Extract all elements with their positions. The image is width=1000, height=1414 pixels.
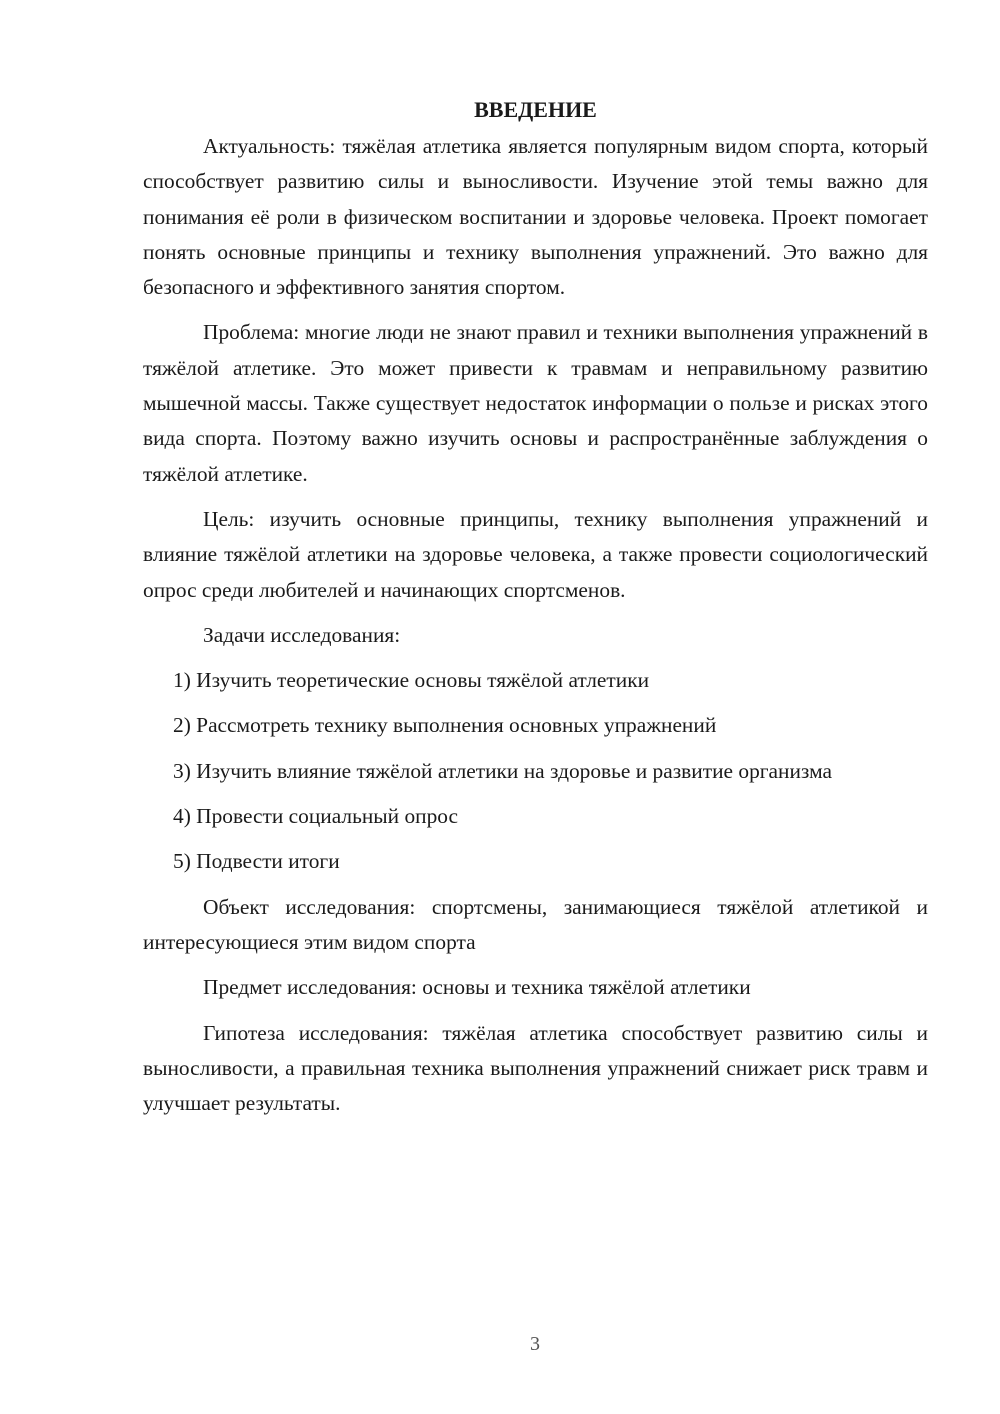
research-object-paragraph: Объект исследования: спортсмены, занимающиеся тяжёлой атлетикой и интересующиеся этим видом спорта [143,894,928,954]
relevance-paragraph: Актуальность: тяжёлая атлетика является популярным видом спорта, который способствует развитию силы и выносливости. Изучение этой темы важно для понимания её роли в физическом воспитании и здоровье человека. Проект помогает понять основные принципы и технику выполнения упражнений. Это важно для безопасного и эффективного занятия спортом. [143,134,928,300]
task-item-3: 3) Изучить влияние тяжёлой атлетики на здоровье и развитие организма [173,758,832,783]
task-item-4: 4) Провести социальный опрос [173,804,459,829]
document-page [143,92,928,1131]
tasks-heading: Задачи исследования: [203,622,401,647]
problem-paragraph: Проблема: многие люди не знают правил и техники выполнения упражнений в тяжёлой атлетике. Это может привести к травмам и неправильному развитию мышечной массы. Также существует недостаток информации о пользе и рисках этого вида спорта. Поэтому важно изучить основы и распространённые заблуждения о тяжёлой атлетике. [143,320,928,486]
page-number: 3 [530,1333,540,1355]
page-title: ВВЕДЕНИЕ [474,97,597,122]
task-item-5: 5) Подвести итоги [173,849,340,874]
task-item-1: 1) Изучить теоретические основы тяжёлой атлетики [173,668,650,693]
task-item-2: 2) Рассмотреть технику выполнения основных упражнений [173,713,717,738]
research-subject-paragraph: Предмет исследования: основы и техника тяжёлой атлетики [203,975,751,1000]
goal-paragraph: Цель: изучить основные принципы, технику выполнения упражнений и влияние тяжёлой атлетики на здоровье человека, а также провести социологический опрос среди любителей и начинающих спортсменов. [143,506,928,602]
research-hypothesis-paragraph: Гипотеза исследования: тяжёлая атлетика способствует развитию силы и выносливости, а правильная техника выполнения упражнений снижает риск травм и улучшает результаты. [143,1020,928,1116]
